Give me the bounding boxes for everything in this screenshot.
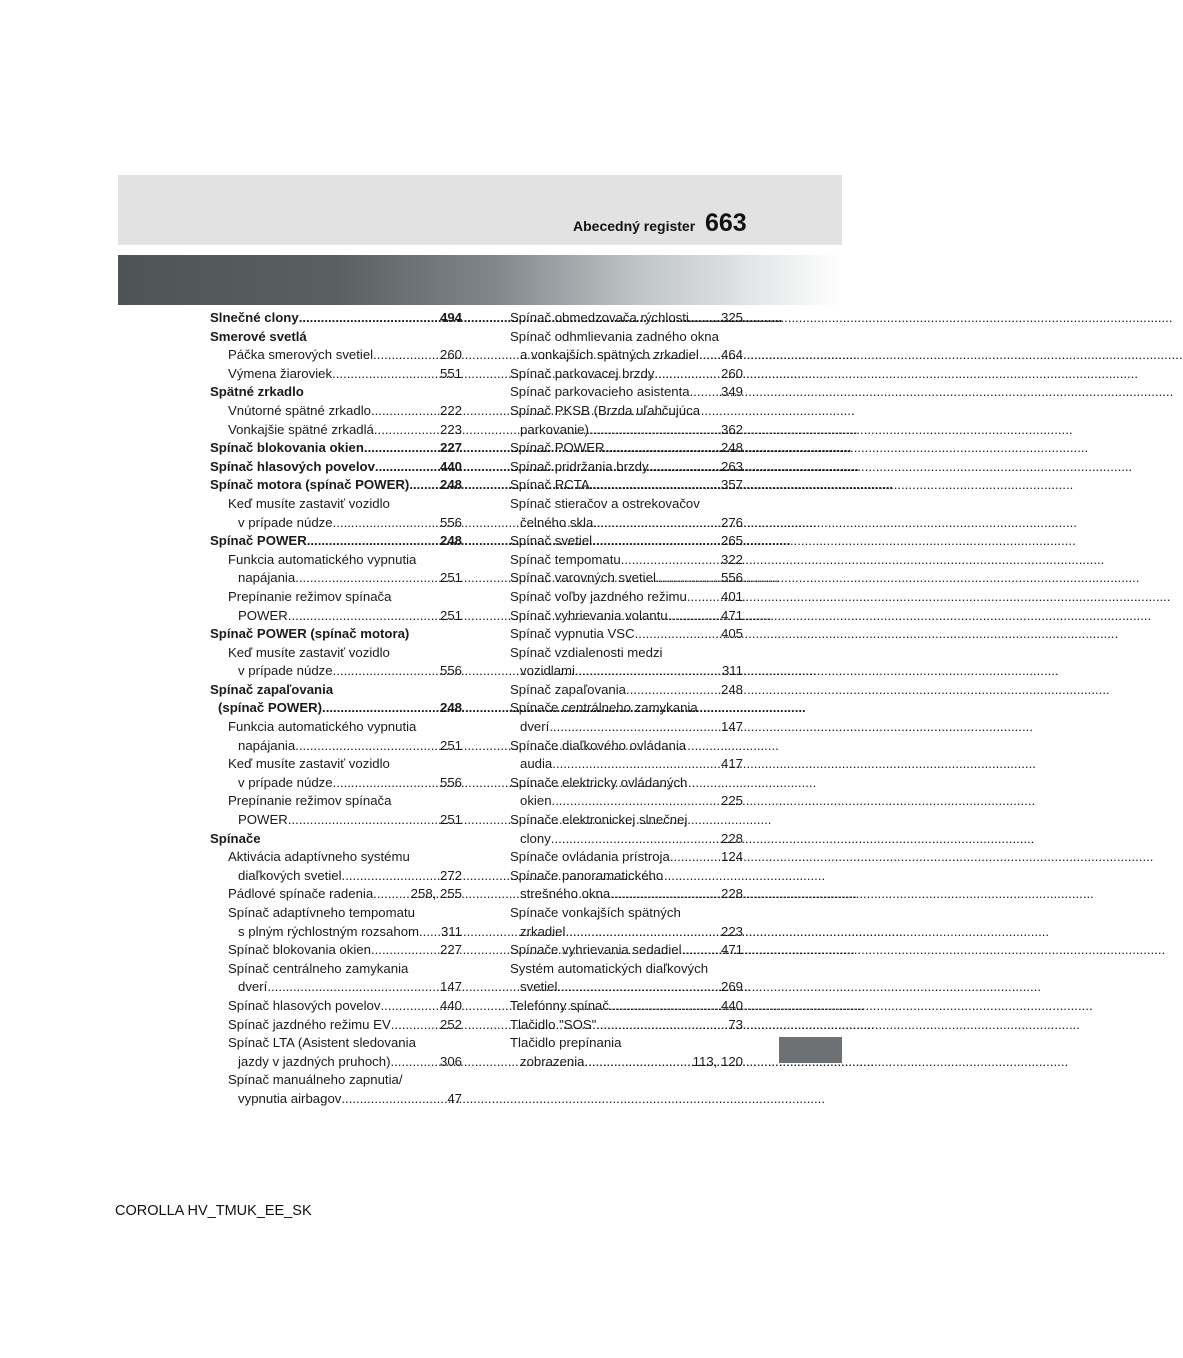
- index-entry-page: 251: [439, 607, 462, 623]
- index-entry-page: 276: [720, 514, 743, 530]
- index-entry: [510, 848, 743, 867]
- dot-leader: [342, 867, 440, 886]
- index-entry: [210, 941, 462, 960]
- dot-leader: [575, 662, 722, 681]
- index-entry: [210, 885, 462, 904]
- dot-leader: [390, 1053, 440, 1072]
- dot-leader: [333, 774, 440, 793]
- index-heading: Spínač PKSB (Brzda uľahčujúca: [510, 402, 701, 418]
- index-entry-page: 401: [720, 588, 743, 604]
- dot-leader: [295, 737, 440, 756]
- index-entry-text: Spínač parkovacej brzdy: [510, 365, 655, 381]
- index-heading: Spínače centrálneho zamykania: [510, 700, 698, 716]
- index-column-left: [210, 309, 462, 1109]
- index-entry: [510, 439, 743, 458]
- index-entry-page: 260: [720, 365, 743, 381]
- index-entry-text: vypnutia airbagov: [238, 1090, 342, 1106]
- dot-leader: [699, 346, 721, 365]
- index-entry-text: vozidlami: [520, 663, 575, 679]
- index-entry-page: 147: [439, 979, 462, 995]
- index-entry-text: Spínač POWER: [510, 440, 605, 456]
- index-entry-text: dverí: [238, 979, 268, 995]
- index-entry-page: 248: [439, 700, 462, 716]
- dot-leader: [299, 309, 440, 328]
- index-entry-text: Vonkajšie spätné zrkadlá: [228, 421, 374, 437]
- dot-leader: [610, 885, 721, 904]
- index-entry-page: 251: [439, 570, 462, 586]
- dot-leader: [267, 978, 440, 997]
- index-heading: Spínače diaľkového ovládania: [510, 737, 687, 753]
- dot-leader: [609, 997, 721, 1016]
- index-heading: Spínač manuálneho zapnutia/: [228, 1072, 403, 1088]
- index-entry-page: 556: [439, 774, 462, 790]
- dot-leader: [682, 941, 721, 960]
- index-entry-text: Páčka smerových svetiel: [228, 347, 374, 363]
- dot-leader: [670, 848, 721, 867]
- index-entry-page: 248: [439, 533, 462, 549]
- dot-leader: [593, 514, 721, 533]
- index-entry-text: Pádlové spínače radenia: [228, 886, 374, 902]
- index-entry: [510, 1016, 743, 1035]
- index-entry: [510, 792, 743, 811]
- index-entry: [210, 421, 462, 440]
- index-entry-text: okien: [520, 793, 552, 809]
- index-entry-page: 362: [720, 421, 743, 437]
- index-entry: [210, 532, 462, 551]
- dot-leader: [371, 941, 440, 960]
- dot-leader: [375, 458, 440, 477]
- index-entry-page: 322: [720, 551, 743, 567]
- dot-leader: [391, 1016, 440, 1035]
- dot-leader: [596, 1016, 728, 1035]
- index-entry-text: napájania: [238, 570, 296, 586]
- index-entry: [510, 569, 743, 588]
- index-entry: [210, 737, 462, 756]
- index-entry: [210, 923, 462, 942]
- index-entry-page: 225: [720, 793, 743, 809]
- index-heading: Spínače panoramatického: [510, 867, 664, 883]
- index-entry-page: 494: [439, 310, 462, 325]
- index-heading: Spínač odhmlievania zadného okna: [510, 328, 719, 344]
- index-entry-text: Spínač vypnutia VSC: [510, 626, 635, 642]
- dot-leader: [656, 569, 721, 588]
- dot-leader: [590, 476, 721, 495]
- index-heading: Keď musíte zastaviť vozidlo: [228, 644, 390, 660]
- dot-leader: [552, 755, 721, 774]
- index-entry-page: 227: [439, 440, 462, 456]
- index-entry-text: Spínač svetiel: [510, 533, 593, 549]
- index-entry-text: strešného okna: [520, 886, 611, 902]
- index-entry-page: 551: [439, 365, 462, 381]
- index-entry: [210, 811, 462, 830]
- index-entry: [210, 365, 462, 384]
- index-entry: [210, 402, 462, 421]
- dot-leader: [341, 1090, 447, 1109]
- index-heading: Spínače elektricky ovládaných: [510, 774, 688, 790]
- index-entry: [510, 978, 743, 997]
- index-entry-text: Spínač POWER: [210, 533, 307, 549]
- index-entry-text: Spínače vyhrievania sedadiel: [510, 942, 682, 958]
- index-entry: [210, 458, 462, 477]
- index-entry-text: v prípade núdze: [238, 514, 333, 530]
- index-entry-page: 263: [720, 458, 743, 474]
- index-entry-page: 349: [720, 384, 743, 400]
- index-entry-text: Spínač tempomatu: [510, 551, 621, 567]
- index-entry-text: Spínač hlasových povelov: [228, 997, 381, 1013]
- index-entry: [510, 718, 743, 737]
- page-number: 663: [705, 209, 747, 237]
- index-entry-page: 556: [439, 514, 462, 530]
- dot-leader: [626, 681, 721, 700]
- index-entry-page: 464: [720, 347, 743, 363]
- dot-leader: [565, 923, 721, 942]
- index-entry: [510, 346, 743, 365]
- index-entry-page: 252: [439, 1016, 462, 1032]
- dot-leader: [621, 551, 721, 570]
- index-entry-text: Výmena žiaroviek: [228, 365, 333, 381]
- index-heading: Spínače elektronickej slnečnej: [510, 812, 688, 828]
- dot-leader: [332, 365, 440, 384]
- dot-leader: [333, 514, 440, 533]
- index-entry: [210, 1090, 462, 1109]
- index-entry-text: a vonkajších spätných zrkadiel: [520, 347, 699, 363]
- index-entry-text: Spínač varovných svetiel: [510, 570, 656, 586]
- index-heading: Spätné zrkadlo: [210, 384, 304, 400]
- index-entry: [510, 997, 743, 1016]
- index-entry-text: POWER: [238, 607, 288, 623]
- index-heading: Spínač centrálneho zamykania: [228, 960, 409, 976]
- dot-leader: [374, 421, 440, 440]
- index-entry-page: 228: [720, 886, 743, 902]
- index-entry-page: 248: [720, 681, 743, 697]
- index-entry-text: svetiel: [520, 979, 558, 995]
- index-heading: Prepínanie režimov spínača: [228, 588, 392, 604]
- dot-leader: [690, 383, 721, 402]
- index-entry-text: Spínač jazdného režimu EV: [228, 1016, 391, 1032]
- index-entry: [210, 1016, 462, 1035]
- index-entry: [210, 997, 462, 1016]
- index-entry: [510, 681, 743, 700]
- dot-leader: [373, 885, 410, 904]
- dot-leader: [409, 476, 440, 495]
- index-entry: [510, 383, 743, 402]
- index-entry: [510, 662, 743, 681]
- dot-leader: [333, 662, 440, 681]
- index-heading: Systém automatických diaľkových: [510, 960, 709, 976]
- index-entry: [510, 365, 743, 384]
- index-entry-page: 147: [720, 719, 743, 735]
- index-entry-text: diaľkových svetiel: [238, 867, 342, 883]
- index-heading: Funkcia automatického vypnutia: [228, 719, 417, 735]
- index-entry-page: 124: [720, 849, 743, 865]
- index-entry: [210, 607, 462, 626]
- index-entry: [510, 514, 743, 533]
- dot-leader: [307, 532, 440, 551]
- dot-leader: [689, 309, 721, 328]
- dot-leader: [371, 402, 440, 421]
- index-entry-text: v prípade núdze: [238, 663, 333, 679]
- index-entry: [210, 309, 462, 328]
- index-entry-text: Spínač hlasových povelov: [210, 458, 375, 474]
- index-entry-page: 357: [720, 477, 743, 493]
- index-entry-text: Spínač blokovania okien: [228, 942, 371, 958]
- index-entry-text: Spínač motora (spínač POWER): [210, 477, 410, 493]
- dot-leader: [288, 607, 440, 626]
- index-entry-text: clony: [520, 830, 551, 846]
- index-entry-text: v prípade núdze: [238, 774, 333, 790]
- dot-leader: [592, 532, 721, 551]
- header-gradient-bar: [118, 255, 842, 305]
- dot-leader: [649, 458, 721, 477]
- index-entry-text: Spínač obmedzovača rýchlosti: [510, 310, 689, 325]
- index-entry-page: 73: [728, 1016, 743, 1032]
- index-entry-text: čelného skla: [520, 514, 594, 530]
- dot-leader: [551, 830, 721, 849]
- index-entry-page: 265: [720, 533, 743, 549]
- index-heading: Spínač zapaľovania: [210, 681, 334, 697]
- index-entry-text: POWER: [238, 812, 288, 828]
- index-entry-page: 47: [447, 1090, 462, 1106]
- index-entry-text: napájania: [238, 737, 296, 753]
- dot-leader: [419, 923, 441, 942]
- index-entry-page: 311: [440, 923, 462, 939]
- index-entry-text: (spínač POWER): [218, 700, 323, 716]
- index-heading: Spínače: [210, 830, 261, 846]
- index-heading: Keď musíte zastaviť vozidlo: [228, 495, 390, 511]
- index-entry-page: 251: [439, 812, 462, 828]
- index-entry: [510, 830, 743, 849]
- index-entry: [210, 774, 462, 793]
- dot-leader: [368, 439, 440, 458]
- index-entry-page: 251: [439, 737, 462, 753]
- index-entry-text: parkovanie): [520, 421, 589, 437]
- index-entry: [210, 1053, 462, 1072]
- index-entry-page: 258, 255: [410, 886, 462, 902]
- index-entry-page: 223: [720, 923, 743, 939]
- index-entry: [210, 699, 462, 718]
- index-heading: Spínač adaptívneho tempomatu: [228, 905, 415, 920]
- index-entry: [210, 514, 462, 533]
- index-entry-text: zrkadiel: [520, 923, 566, 939]
- index-entry-page: 223: [439, 421, 462, 437]
- index-heading: Spínač LTA (Asistent sledovania: [228, 1035, 416, 1051]
- index-entry: [510, 755, 743, 774]
- index-heading: Spínač POWER (spínač motora): [210, 626, 410, 642]
- index-entry-text: Spínač RCTA: [510, 477, 590, 493]
- index-entry: [510, 476, 743, 495]
- index-heading: Spínač stieračov a ostrekovačov: [510, 495, 700, 511]
- index-entry-page: 227: [439, 942, 462, 958]
- index-column-right: [510, 309, 743, 1071]
- index-entry: [510, 551, 743, 570]
- index-entry-text: jazdy v jazdných pruhoch): [238, 1053, 391, 1069]
- index-entry: [510, 625, 743, 644]
- index-entry-page: 471: [720, 942, 743, 958]
- index-entry: [510, 588, 743, 607]
- index-entry-page: 556: [439, 663, 462, 679]
- index-entry-page: 440: [720, 997, 743, 1013]
- dot-leader: [605, 439, 721, 458]
- index-entry: [210, 346, 462, 365]
- index-entry-text: audia: [520, 756, 553, 772]
- index-entry-page: 306: [439, 1053, 462, 1069]
- dot-leader: [585, 1053, 693, 1072]
- dot-leader: [549, 718, 721, 737]
- index-entry-text: Spínače ovládania prístroja: [510, 849, 670, 865]
- index-heading: Spínače vonkajších spätných: [510, 905, 681, 920]
- dot-leader: [380, 997, 440, 1016]
- index-heading: Aktivácia adaptívneho systému: [228, 849, 410, 865]
- index-heading: Prepínanie režimov spínača: [228, 793, 392, 809]
- index-entry: [510, 532, 743, 551]
- dot-leader: [668, 607, 721, 626]
- index-entry: [510, 1053, 743, 1072]
- index-entry: [510, 607, 743, 626]
- index-entry-page: 440: [439, 997, 462, 1013]
- dot-leader: [589, 421, 721, 440]
- index-entry-page: 272: [439, 867, 462, 883]
- section-tab-marker: [779, 1037, 842, 1063]
- index-entry-page: 113, 120: [692, 1053, 743, 1069]
- index-entry-text: Slnečné clony: [210, 310, 299, 325]
- index-entry-text: Spínač zapaľovania: [510, 681, 627, 697]
- dot-leader: [288, 811, 440, 830]
- index-entry: [510, 941, 743, 960]
- index-entry-text: zobrazenia: [520, 1053, 585, 1069]
- index-entry-text: Spínač pridržania brzdy: [510, 458, 649, 474]
- index-entry-page: 248: [720, 440, 743, 456]
- index-entry-text: s plným rýchlostným rozsahom: [238, 923, 420, 939]
- dot-leader: [687, 588, 721, 607]
- index-heading: Spínač vzdialenosti medzi: [510, 644, 663, 660]
- index-entry-text: Telefónny spínač: [510, 997, 609, 1013]
- index-entry: [210, 569, 462, 588]
- index-heading: Funkcia automatického vypnutia: [228, 551, 417, 567]
- index-entry: [510, 885, 743, 904]
- index-heading: Smerové svetlá: [210, 328, 307, 344]
- index-entry: [510, 309, 743, 328]
- dot-leader: [557, 978, 721, 997]
- index-entry: [210, 978, 462, 997]
- index-entry-text: Spínač vyhrievania volantu: [510, 607, 668, 623]
- index-entry-page: 440: [439, 458, 462, 474]
- index-heading: Tlačidlo prepínania: [510, 1035, 622, 1051]
- index-entry: [210, 476, 462, 495]
- index-entry-page: 417: [720, 756, 743, 772]
- section-title: Abecedný register: [573, 218, 696, 234]
- index-entry-text: Vnútorné spätné zrkadlo: [228, 402, 371, 418]
- index-entry-text: Spínač voľby jazdného režimu: [510, 588, 687, 604]
- dot-leader: [635, 625, 721, 644]
- index-entry-page: 556: [720, 570, 743, 586]
- index-entry: [510, 421, 743, 440]
- index-entry: [510, 923, 743, 942]
- index-entry: [210, 867, 462, 886]
- dot-leader: [654, 365, 721, 384]
- index-entry-page: 248: [439, 477, 462, 493]
- dot-leader: [322, 699, 440, 718]
- index-entry: [210, 439, 462, 458]
- index-entry-page: 405: [720, 626, 743, 642]
- index-entry-text: Tlačidlo "SOS": [510, 1016, 597, 1032]
- dot-leader: [373, 346, 440, 365]
- index-entry: [210, 662, 462, 681]
- footer-doc-id: COROLLA HV_TMUK_EE_SK: [115, 1203, 312, 1219]
- index-entry-page: 222: [439, 402, 462, 418]
- index-entry-text: dverí: [520, 719, 550, 735]
- index-entry-text: Spínač parkovacieho asistenta: [510, 384, 690, 400]
- index-entry-page: 228: [720, 830, 743, 846]
- index-heading: Keď musíte zastaviť vozidlo: [228, 756, 390, 772]
- index-entry: [510, 458, 743, 477]
- dot-leader: [295, 569, 440, 588]
- index-entry-page: 471: [720, 607, 743, 623]
- index-entry-page: 311: [721, 663, 743, 679]
- index-entry-page: 260: [439, 347, 462, 363]
- index-entry-page: 325: [720, 310, 743, 325]
- index-entry-text: Spínač blokovania okien.: [210, 440, 368, 456]
- index-entry-page: 269: [720, 979, 743, 995]
- dot-leader: [552, 792, 721, 811]
